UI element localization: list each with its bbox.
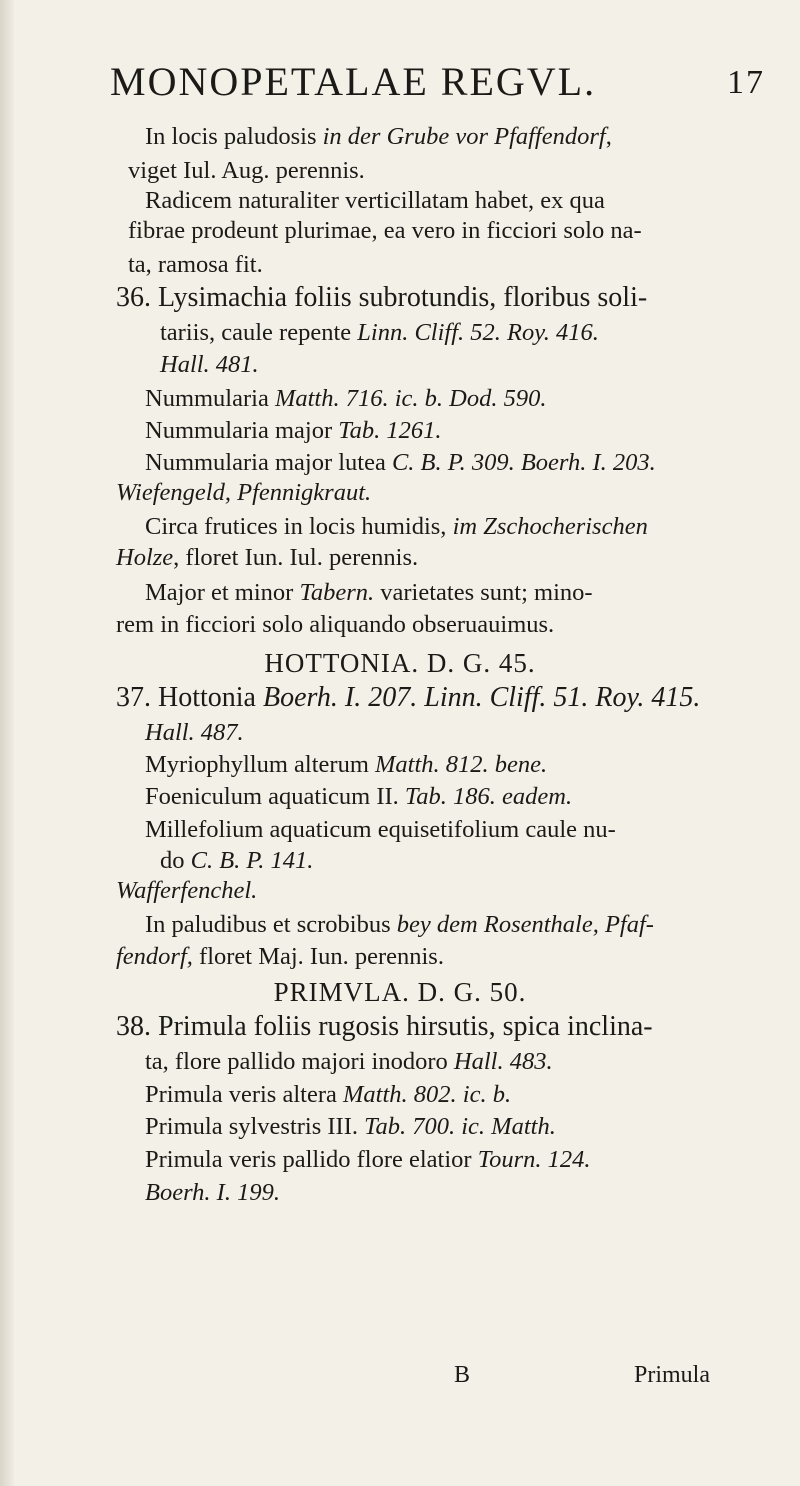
- text-line: [145, 186, 605, 216]
- text-segment: PRIMVLA. D. G. 50.: [273, 977, 527, 1007]
- text-segment: In paludibus et scrobibus: [145, 911, 397, 938]
- italic-citation: bey dem Rosenthale, Pfaf-: [396, 911, 654, 938]
- italic-citation: Wiefengeld, Pfennigkraut.: [116, 479, 372, 506]
- text-line: [116, 942, 444, 972]
- italic-citation: Boerh. I. 207. Linn. Cliff. 51. Roy. 415.: [263, 682, 701, 713]
- text-line: [160, 350, 259, 380]
- species-entry: [116, 683, 700, 713]
- text-line: [145, 122, 612, 152]
- signature-mark: B: [454, 1362, 471, 1388]
- species-entry: [116, 1012, 653, 1042]
- italic-citation: C. B. P. 141.: [190, 847, 314, 874]
- text-line: [128, 156, 365, 186]
- text-segment: viget Iul. Aug. perennis.: [128, 157, 365, 184]
- text-segment: Radicem naturaliter verticillatam habet, ex qua: [145, 187, 605, 214]
- italic-citation: Boerh. I. 199.: [145, 1179, 280, 1206]
- text-line: [145, 750, 547, 780]
- italic-citation: Hall. 487.: [145, 719, 244, 746]
- text-line: [145, 1112, 556, 1142]
- text-line: [145, 718, 244, 748]
- text-segment: Nummularia: [145, 385, 275, 412]
- text-line: [116, 478, 371, 508]
- text-line: [145, 384, 546, 414]
- text-segment: do: [160, 847, 191, 874]
- text-segment: Nummularia major: [145, 417, 339, 444]
- text-line: [145, 1047, 553, 1077]
- text-line: [128, 216, 642, 246]
- text-segment: Foeniculum aquaticum II.: [145, 783, 405, 810]
- text-segment: 36. Lysimachia foliis subrotundis, floribus soli-: [116, 282, 648, 313]
- text-segment: ,: [605, 123, 612, 150]
- text-line: [145, 578, 593, 608]
- text-segment: floret Maj. Iun. perennis.: [192, 943, 444, 970]
- italic-citation: Tabern.: [299, 579, 375, 606]
- italic-citation: C. B. P. 309. Boerh. I. 203.: [391, 449, 656, 476]
- text-segment: ta, flore pallido majori inodoro: [145, 1048, 454, 1075]
- text-segment: Primula veris pallido flore elatior: [145, 1146, 478, 1173]
- text-segment: Circa frutices in locis humidis,: [145, 513, 453, 540]
- text-segment: Nummularia major lutea: [145, 449, 392, 476]
- italic-citation: Holze: [116, 544, 174, 571]
- text-line: [145, 512, 648, 542]
- text-line: [145, 782, 572, 812]
- text-segment: ta, ramosa fit.: [128, 251, 263, 278]
- text-line: [116, 876, 257, 906]
- italic-citation: fendorf,: [116, 943, 193, 970]
- text-segment: varietates sunt; mino-: [374, 579, 593, 606]
- text-segment: tariis, caule repente: [160, 319, 358, 346]
- italic-citation: Wafferfenchel.: [116, 877, 258, 904]
- text-line: [160, 318, 599, 348]
- text-segment: Major et minor: [145, 579, 300, 606]
- text-segment: Primula veris altera: [145, 1081, 343, 1108]
- text-segment: Primula sylvestris III.: [145, 1113, 365, 1140]
- italic-citation: Tab. 700. ic. Matth.: [364, 1113, 556, 1140]
- italic-citation: Matth. 802. ic. b.: [342, 1081, 512, 1108]
- text-segment: 37. Hottonia: [116, 682, 263, 713]
- italic-citation: Matth. 812. bene.: [375, 751, 548, 778]
- text-segment: fibrae prodeunt plurimae, ea vero in ficciori solo na-: [128, 217, 642, 244]
- text-line: [145, 416, 442, 446]
- italic-citation: Tab. 186. eadem.: [404, 783, 573, 810]
- italic-citation: Matth. 716. ic. b. Dod. 590.: [274, 385, 547, 412]
- text-line: [145, 910, 654, 940]
- text-line: [116, 610, 554, 640]
- species-entry: [116, 283, 647, 313]
- italic-citation: Linn. Cliff. 52. Roy. 416.: [357, 319, 599, 346]
- text-line: [145, 1178, 280, 1208]
- genus-heading: [0, 648, 800, 678]
- italic-citation: in der Grube vor Pfaffendorf: [322, 123, 606, 150]
- text-segment: rem in ficciori solo aliquando obseruauimus.: [116, 611, 555, 638]
- text-line: [160, 846, 313, 876]
- italic-citation: Hall. 481.: [160, 351, 259, 378]
- text-line: [116, 543, 418, 573]
- italic-citation: Tourn. 124.: [477, 1146, 591, 1173]
- text-segment: Myriophyllum alterum: [145, 751, 375, 778]
- page-edge-shadow: [0, 0, 14, 1486]
- text-line: [145, 1080, 511, 1110]
- page-number: 17: [727, 64, 765, 101]
- catchword: Primula: [634, 1362, 710, 1388]
- running-header: [110, 58, 765, 118]
- text-segment: 38. Primula foliis rugosis hirsutis, spica inclina-: [116, 1011, 653, 1042]
- text-line: [128, 250, 263, 280]
- text-segment: Millefolium aquaticum equisetifolium caule nu-: [145, 816, 616, 843]
- italic-citation: Hall. 483.: [453, 1048, 553, 1075]
- genus-heading: [0, 977, 800, 1007]
- text-line: [145, 1145, 591, 1175]
- italic-citation: Tab. 1261.: [338, 417, 442, 444]
- text-segment: HOTTONIA. D. G. 45.: [264, 648, 536, 678]
- text-line: [145, 815, 616, 845]
- italic-citation: im Zschocherischen: [452, 513, 648, 540]
- text-segment: , floret Iun. Iul. perennis.: [173, 544, 419, 571]
- header-title: MONOPETALAE REGVL.: [110, 59, 597, 104]
- text-segment: In locis paludosis: [145, 123, 323, 150]
- text-line: [145, 448, 656, 478]
